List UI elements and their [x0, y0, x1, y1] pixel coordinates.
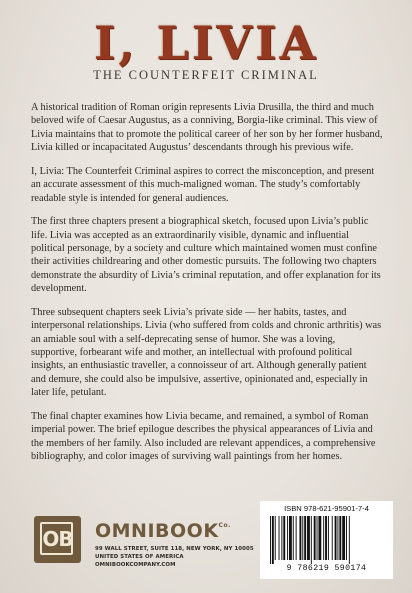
- publisher-name: [95, 520, 231, 542]
- barcode-bar: [289, 516, 292, 560]
- barcode-bar: [307, 516, 310, 560]
- publisher-website: OMNIBOOKCOMPANY.COM: [95, 562, 176, 568]
- blurb-text: [31, 101, 383, 474]
- barcode-icon: [270, 516, 383, 564]
- barcode-bar: [318, 516, 321, 560]
- barcode-bar: [275, 516, 276, 560]
- barcode-bar: [311, 516, 312, 564]
- blurb-paragraph: A historical tradition of Roman origin represents Livia Drusilla, the third and much beloved wife of Caesar Augustus, as a conniving, Borgia-like criminal. This view of Livia maintains that to promote the political career of her son by her former husband, Livia killed or incapacitated Augustus’ descendants through his previous wife.: [31, 102, 383, 154]
- publisher-trademark: Co.: [218, 522, 231, 529]
- barcode-bar: [328, 516, 329, 560]
- blurb-paragraph: The first three chapters present a biographical sketch, focused upon Livia’s public life. Livia was accepted as an extraordinarily visible, dynamic and influential political personage, by a society and culture which maintained women must confine their activities childrearing and other domestic pursuits. The following two chapters demonstrate the absurdity of Livia’s criminal reputation, and offer explanation for its development.: [31, 216, 381, 295]
- barcode-bar: [270, 516, 271, 564]
- publisher-country: UNITED STATES OF AMERICA: [95, 554, 184, 560]
- isbn-label: ISBN 978-621-95901-7-4: [284, 504, 369, 513]
- barcode-bar: [339, 516, 341, 560]
- barcode-bar: [346, 516, 347, 560]
- barcode-bar: [293, 516, 294, 560]
- book-subtitle: THE COUNTERFEIT CRIMINAL: [93, 68, 319, 82]
- barcode-bar: [299, 516, 301, 560]
- barcode-bar: [349, 516, 350, 564]
- barcode-bar: [296, 516, 297, 560]
- barcode-bar: [337, 516, 338, 560]
- isbn-barcode-box: [260, 501, 393, 579]
- barcode-bar: [323, 516, 324, 560]
- barcode-bar: [335, 516, 337, 560]
- barcode-digits: 9 786219 590174: [286, 564, 367, 573]
- title-block: [0, 18, 412, 83]
- barcode-bar: [317, 516, 318, 560]
- barcode-bar: [342, 516, 345, 560]
- barcode-bar: [325, 516, 327, 560]
- publisher-name-text: OMNIBOOK: [95, 520, 219, 542]
- blurb-paragraph: The final chapter examines how Livia became, and remained, a symbol of Roman imperial power. The brief epilogue describes the physical appearances of Livia and the members of her family. Also included are relevant appendices, a comprehensive bibliography, and color images of surviving wall paintings from her homes.: [31, 410, 376, 462]
- barcode-bar: [281, 516, 282, 560]
- barcode-bar: [283, 516, 285, 560]
- publisher-address: 99 WALL STREET, SUITE 118, NEW YORK, NY 10005: [95, 546, 254, 552]
- barcode-bar: [332, 516, 333, 560]
- barcode-bar: [304, 516, 306, 560]
- book-title: I, LIVIA: [93, 16, 319, 70]
- barcode-bar: [279, 516, 280, 560]
- blurb-paragraph: I, Livia: The Counterfeit Criminal aspires to correct the misconception, and present an accurate assessment of this much-maligned woman. The study’s comfortably readable style is intended for general audiences.: [31, 165, 375, 204]
- barcode-bar: [302, 516, 303, 560]
- barcode-bar: [287, 516, 288, 560]
- logo-letters: OB: [42, 527, 73, 551]
- blurb-paragraph: Three subsequent chapters seek Livia’s private side — her habits, tastes, and interpersonal relationships. Livia (who suffered from colds and chronic arthritis) was an amiable soul with a self-deprecating sense of humor. She was a loving, supportive, forbearant wife and mother, an intellectual with profound political insights, an enthusiastic traveller, a connoisseur of art. Although generally patient and demure, she could also be impulsive, assertive, opinionated and, especially in later life, petulant.: [31, 306, 382, 399]
- footer: [0, 504, 412, 593]
- barcode-bar: [272, 516, 274, 564]
- publisher-logo: [34, 516, 81, 563]
- barcode-bar: [314, 516, 316, 560]
